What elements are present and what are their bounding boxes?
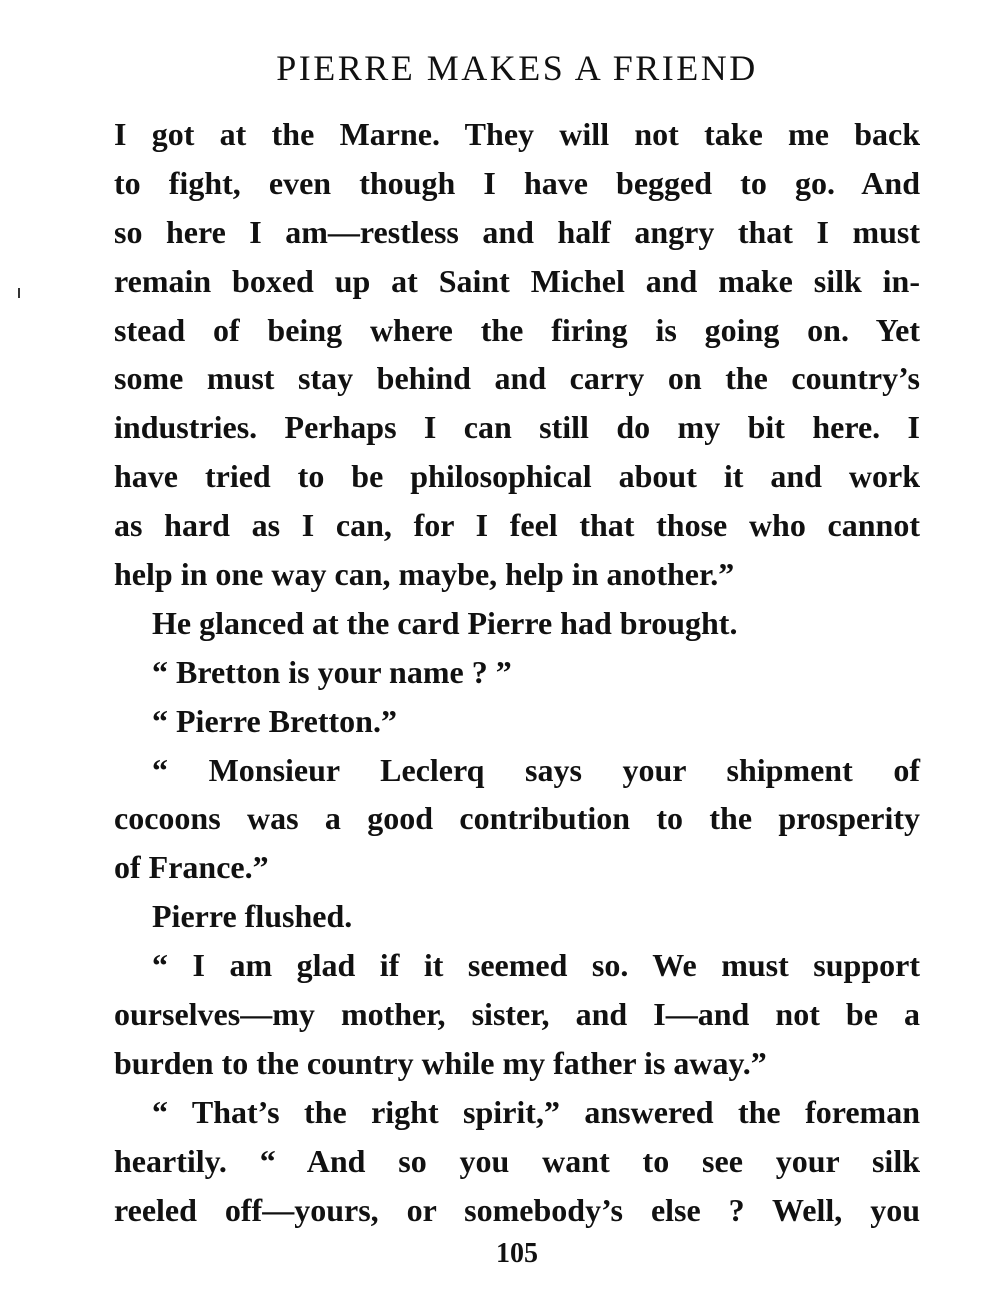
text-line: burden to the country while my father is away.”: [114, 1044, 767, 1081]
text-line: “ Pierre Bretton.”: [152, 702, 397, 739]
running-head: PIERRE MAKES A FRIEND: [276, 48, 758, 88]
text-line: “ Monsieur Leclerq says your shipment of: [152, 751, 920, 788]
text-line: remain boxed up at Saint Michel and make silk in-: [114, 262, 920, 299]
text-line: “ Bretton is your name ? ”: [152, 653, 512, 690]
text-line: some must stay behind and carry on the country’s: [114, 360, 920, 397]
text-line: I got at the Marne. They will not take me back: [114, 116, 920, 152]
margin-mark: [18, 288, 20, 298]
text-line: cocoons was a good contribution to the prosperity: [114, 800, 920, 837]
body-text: [114, 110, 920, 1234]
text-line: Pierre flushed.: [152, 898, 353, 935]
text-line: of France.”: [114, 849, 269, 886]
text-line: He glanced at the card Pierre had brought.: [152, 604, 738, 641]
text-line: heartily. “ And so you want to see your silk: [114, 1142, 920, 1179]
text-line: “ I am glad if it seemed so. We must support: [152, 947, 920, 984]
text-line: reeled off—yours, or somebody’s else ? Well, you: [114, 1191, 920, 1228]
text-line: help in one way can, maybe, help in another.”: [114, 556, 735, 593]
text-line: stead of being where the firing is going on. Yet: [114, 311, 920, 348]
page-number: 105: [496, 1238, 538, 1269]
text-line: so here I am—restless and half angry that I must: [114, 213, 920, 250]
text-line: to fight, even though I have begged to go. And: [114, 164, 920, 201]
text-line: industries. Perhaps I can still do my bit here. I: [114, 409, 920, 446]
text-line: as hard as I can, for I feel that those who cannot: [114, 507, 920, 544]
text-line: “ That’s the right spirit,” answered the foreman: [152, 1093, 920, 1130]
text-line: have tried to be philosophical about it and work: [114, 458, 920, 495]
text-line: ourselves—my mother, sister, and I—and not be a: [114, 996, 920, 1033]
